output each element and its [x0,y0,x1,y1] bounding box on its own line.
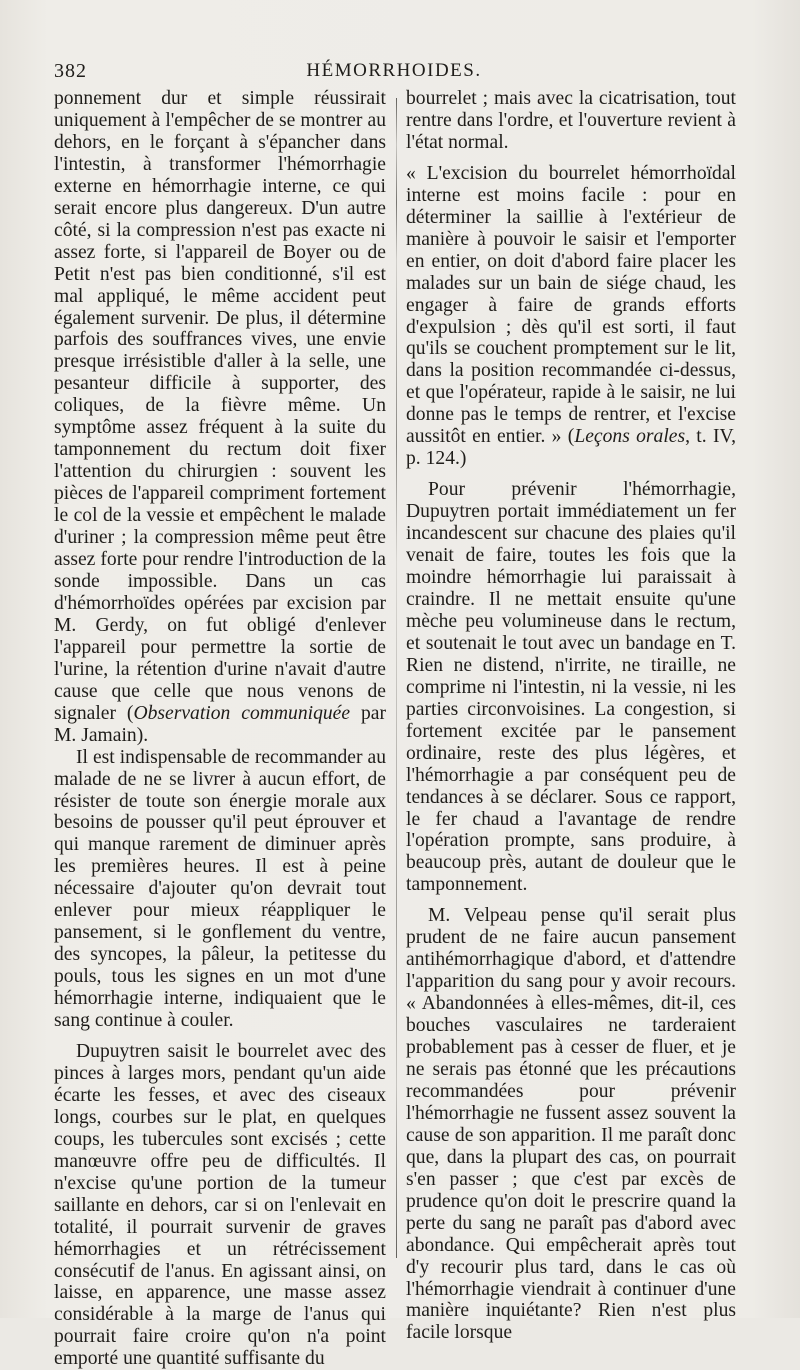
quotation-paragraph [406,163,736,470]
page-number: 382 [54,60,87,82]
paragraph: Il est indispensable de recommander au malade de ne se livrer à aucun effort, de résister de toute son énergie morale aux besoins de pousser qu'il peut éprouver et qui manque rarement de diminuer après les premières heures. Il est à peine nécessaire d'ajouter qu'on devrait tout enlever pour mieux réappliquer le pansement, si le gonflement du ventre, des syncopes, la pâleur, la petitesse du pouls, tous les signes en un mot d'une hémorrhagie interne, indiquaient que le sang continue à couler. [54,746,386,1032]
page-header [54,58,734,88]
paragraph: Dupuytren saisit le bourrelet avec des pinces à larges mors, pendant qu'un aide écarte les fesses, et avec des ciseaux longs, courbes sur le plat, en quelques coups, les tubercules sont excisés ; cette manœuvre offre peu de difficultés. Il n'excise qu'une portion de la tumeur saillante en dehors, car si on l'enlevait en totalité, il pourrait survenir de graves hémorrhagies et un rétrécissement consécutif de l'anus. En agissant ainsi, on laisse, en apparence, une masse assez considérable à la marge de l'anus qui pourrait faire croire qu'on n'a point emporté une quantité suffisante du [54,1040,386,1370]
paragraph: M. Velpeau pense qu'il serait plus prudent de ne faire aucun pansement antihémorrhagique d'abord, et d'attendre l'apparition du sang pour y avoir recours. « Abandonnées à elles-mêmes, dit-il, ces bouches vasculaires ne tarderaient probablement pas à cesser de fluer, et je ne serais pas étonné que les précautions recommandées pour prévenir l'hémorrhagie ne fussent assez souvent la cause de son apparition. Il me paraît donc que, dans la plupart des cas, on pourrait s'en passer ; que c'est par excès de prudence qu'on doit le prescrire quand la perte du sang ne paraît pas d'abord avec abondance. Qui empêcherait après tout d'y recourir plus tard, dans le cas où l'hémorrhagie viendrait à continuer d'une manière inquiétante? Rien n'est plus facile lorsque [406,905,736,1344]
paragraph-continued: bourrelet ; mais avec la cicatrisation, tout rentre dans l'ordre, et l'ouverture revient à l'état normal. [406,88,736,153]
italic-citation: Observation communiquée [133,702,351,724]
column-divider [396,98,397,1258]
paragraph: Pour prévenir l'hémorrhagie, Dupuytren portait immédiatement un fer incandescent sur chacune des plaies qu'il venait de faire, toutes les fois que la moindre hémorrhagie lui paraissait à craindre. Il ne mettait ensuite qu'une mèche peu volumineuse dans le rectum, et soutenait le tout avec un bandage en T. Rien ne distend, n'irrite, ne tiraille, ne comprime ni l'intestin, ni la vessie, ni les parties circonvoisines. La congestion, si fortement excitée par le pansement ordinaire, reste des plus légères, et l'hémorrhagie a par conséquent peu de tendances à se déclarer. Sous ce rapport, le fer chaud a l'avantage de rendre l'opération prompte, sans produire, à beaucoup près, autant de douleur que le tamponnement. [406,479,736,896]
running-head: HÉMORRHOIDES. [306,60,482,81]
citation-rest: , t. IV, p. 124.) [406,426,736,470]
paragraph-continued [54,88,386,747]
paragraph-text: ponnement dur et simple réussirait uniquement à l'empêcher de se montrer au dehors, en le forçant à s'épancher dans l'intestin, à transformer l'hémorrhagie externe en hémorrhagie interne, ce qui serait encore plus dangereux. D'un autre côté, si la compression n'est pas exacte ni assez forte, si l'appareil de Boyer ou de Petit n'est pas bien conditionné, s'il est mal appliqué, le même accident peut également survenir. De plus, il détermine parfois des souffrances vives, une envie presque irrésistible d'aller à la selle, une pesanteur difficile à supporter, des coliques, de la fièvre même. Un symptôme assez fréquent à la suite du tamponnement du rectum doit fixer l'attention du chirurgien : souvent les pièces de l'appareil compriment fortement le col de la vessie et empêchent le malade d'uriner ; la compression même peut être assez forte pour rendre l'introduction de la sonde impossible. Dans un cas d'hémorrhoïdes opérées par excision par M. Gerdy, on fut obligé d'enlever l'appareil pour permettre la sortie de l'urine, la rétention d'urine n'avait d'autre cause que celle que nous venons de signaler ( [54,88,386,724]
right-column [406,88,736,1344]
paragraph-text-end: par M. Jamain). [54,702,387,746]
citation-open: ( [567,426,575,448]
quotation-text: « L'excision du bourrelet hémorrhoïdal interne est moins facile : pour en déterminer la saillie à l'extérieur de manière à pouvoir le saisir et l'emporter en entier, on doit d'abord faire placer les malades sur un bain de siége chaud, les engager à faire de grands efforts d'expulsion ; dès qu'il est sorti, il faut qu'ils se couchent promptement sur le lit, dans la position recommandée ci-dessus, et que l'opérateur, rapide à le saisir, ne lui donne pas le temps de rentrer, et l'excise aussitôt en entier. » [406,162,736,448]
italic-citation: Leçons orales [574,426,686,448]
left-column [54,88,386,1370]
